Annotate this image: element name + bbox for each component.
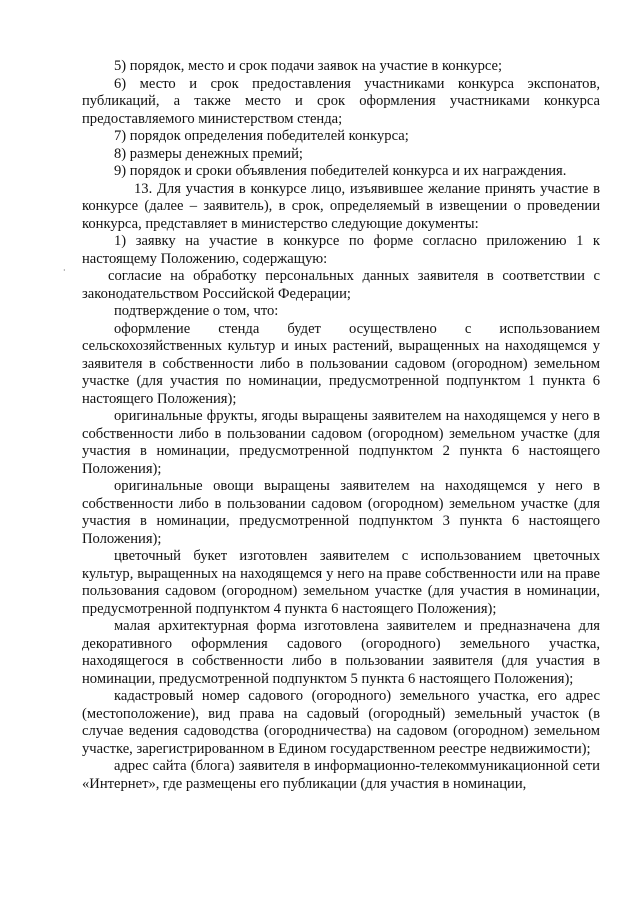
paragraph-architecture: малая архитектурная форма изготовлена заявителем и предназначена для декоративного оформления садового (огородного) земельного участка, находящегося в собственности либо в пользовании заявителя (для участия в номинации, предусмотренной подпунктом 5 пункта 6 настоящего Положения); bbox=[82, 618, 600, 687]
paragraph-section-13: 13. Для участия в конкурсе лицо, изъявившее желание принять участие в конкурсе (далее – заявитель), в срок, определяемый в извещении о проведении конкурса, представляет в министерство следующие документы: bbox=[82, 180, 600, 232]
paragraph-consent: согласие на обработку персональных данных заявителя в соответствии с законодательством Российской Федерации; bbox=[82, 268, 600, 302]
paragraph-vegetables: оригинальные овощи выращены заявителем на находящемся у него в собственности либо в пользовании садовом (огородном) земельном участке (для участия в номинации, предусмотренной подпунктом 3 пункта 6 настоящего Положения); bbox=[82, 478, 600, 547]
paragraph-item-9: 9) порядок и сроки объявления победителей конкурса и их награждения. bbox=[114, 163, 567, 179]
paragraph-confirmation: подтверждение о том, что: bbox=[114, 303, 279, 319]
paragraph-item-7: 7) порядок определения победителей конкурса; bbox=[114, 128, 409, 144]
document-body bbox=[82, 58, 600, 793]
paragraph-item-8: 8) размеры денежных премий; bbox=[114, 145, 303, 162]
paragraph-bouquet: цветочный букет изготовлен заявителем с использованием цветочных культур, выращенных на находящемся у него на праве собственности или на праве пользования садовом (огородном) земельном участке (для участия в номинации, предусмотренной подпунктом 4 пункта 6 настоящего Положения); bbox=[82, 548, 600, 617]
paragraph-application: 1) заявку на участие в конкурсе по форме согласно приложению 1 к настоящему Положению, содержащую: bbox=[82, 233, 600, 267]
paragraph-fruits: оригинальные фрукты, ягоды выращены заявителем на находящемся у него в собственности либо в пользовании садовом (огородном) земельном участке (для участия в номинации, предусмотренной подпунктом 2 пункта 6 настоящего Положения); bbox=[82, 408, 600, 477]
scan-mark: · bbox=[63, 266, 66, 275]
paragraph-item-6: 6) место и срок предоставления участниками конкурса экспонатов, публикаций, а также место и срок оформления участниками конкурса предоставляемого министерством стенда; bbox=[82, 75, 600, 127]
paragraph-stand: оформление стенда будет осуществлено с использованием сельскохозяйственных культур и иных растений, выращенных на находящемся у заявителя в собственности либо в пользовании садовом (огородном) земельном участке (для участия по номинации, предусмотренной подпунктом 1 пункта 6 настоящего Положения); bbox=[82, 320, 600, 407]
paragraph-website: адрес сайта (блога) заявителя в информационно-телекоммуникационной сети «Интернет», где размещены его публикации (для участия в номинации, bbox=[82, 758, 600, 792]
paragraph-cadastral: кадастровый номер садового (огородного) земельного участка, его адрес (местоположение), вид права на садовый (огородный) земельный участок (в случае ведения садоводства (огородничества) на садовом (огородном) земельном участке, зарегистрированном в Едином государственном реестре недвижимости); bbox=[82, 688, 600, 757]
paragraph-item-5: 5) порядок, место и срок подачи заявок на участие в конкурсе; bbox=[114, 58, 503, 74]
